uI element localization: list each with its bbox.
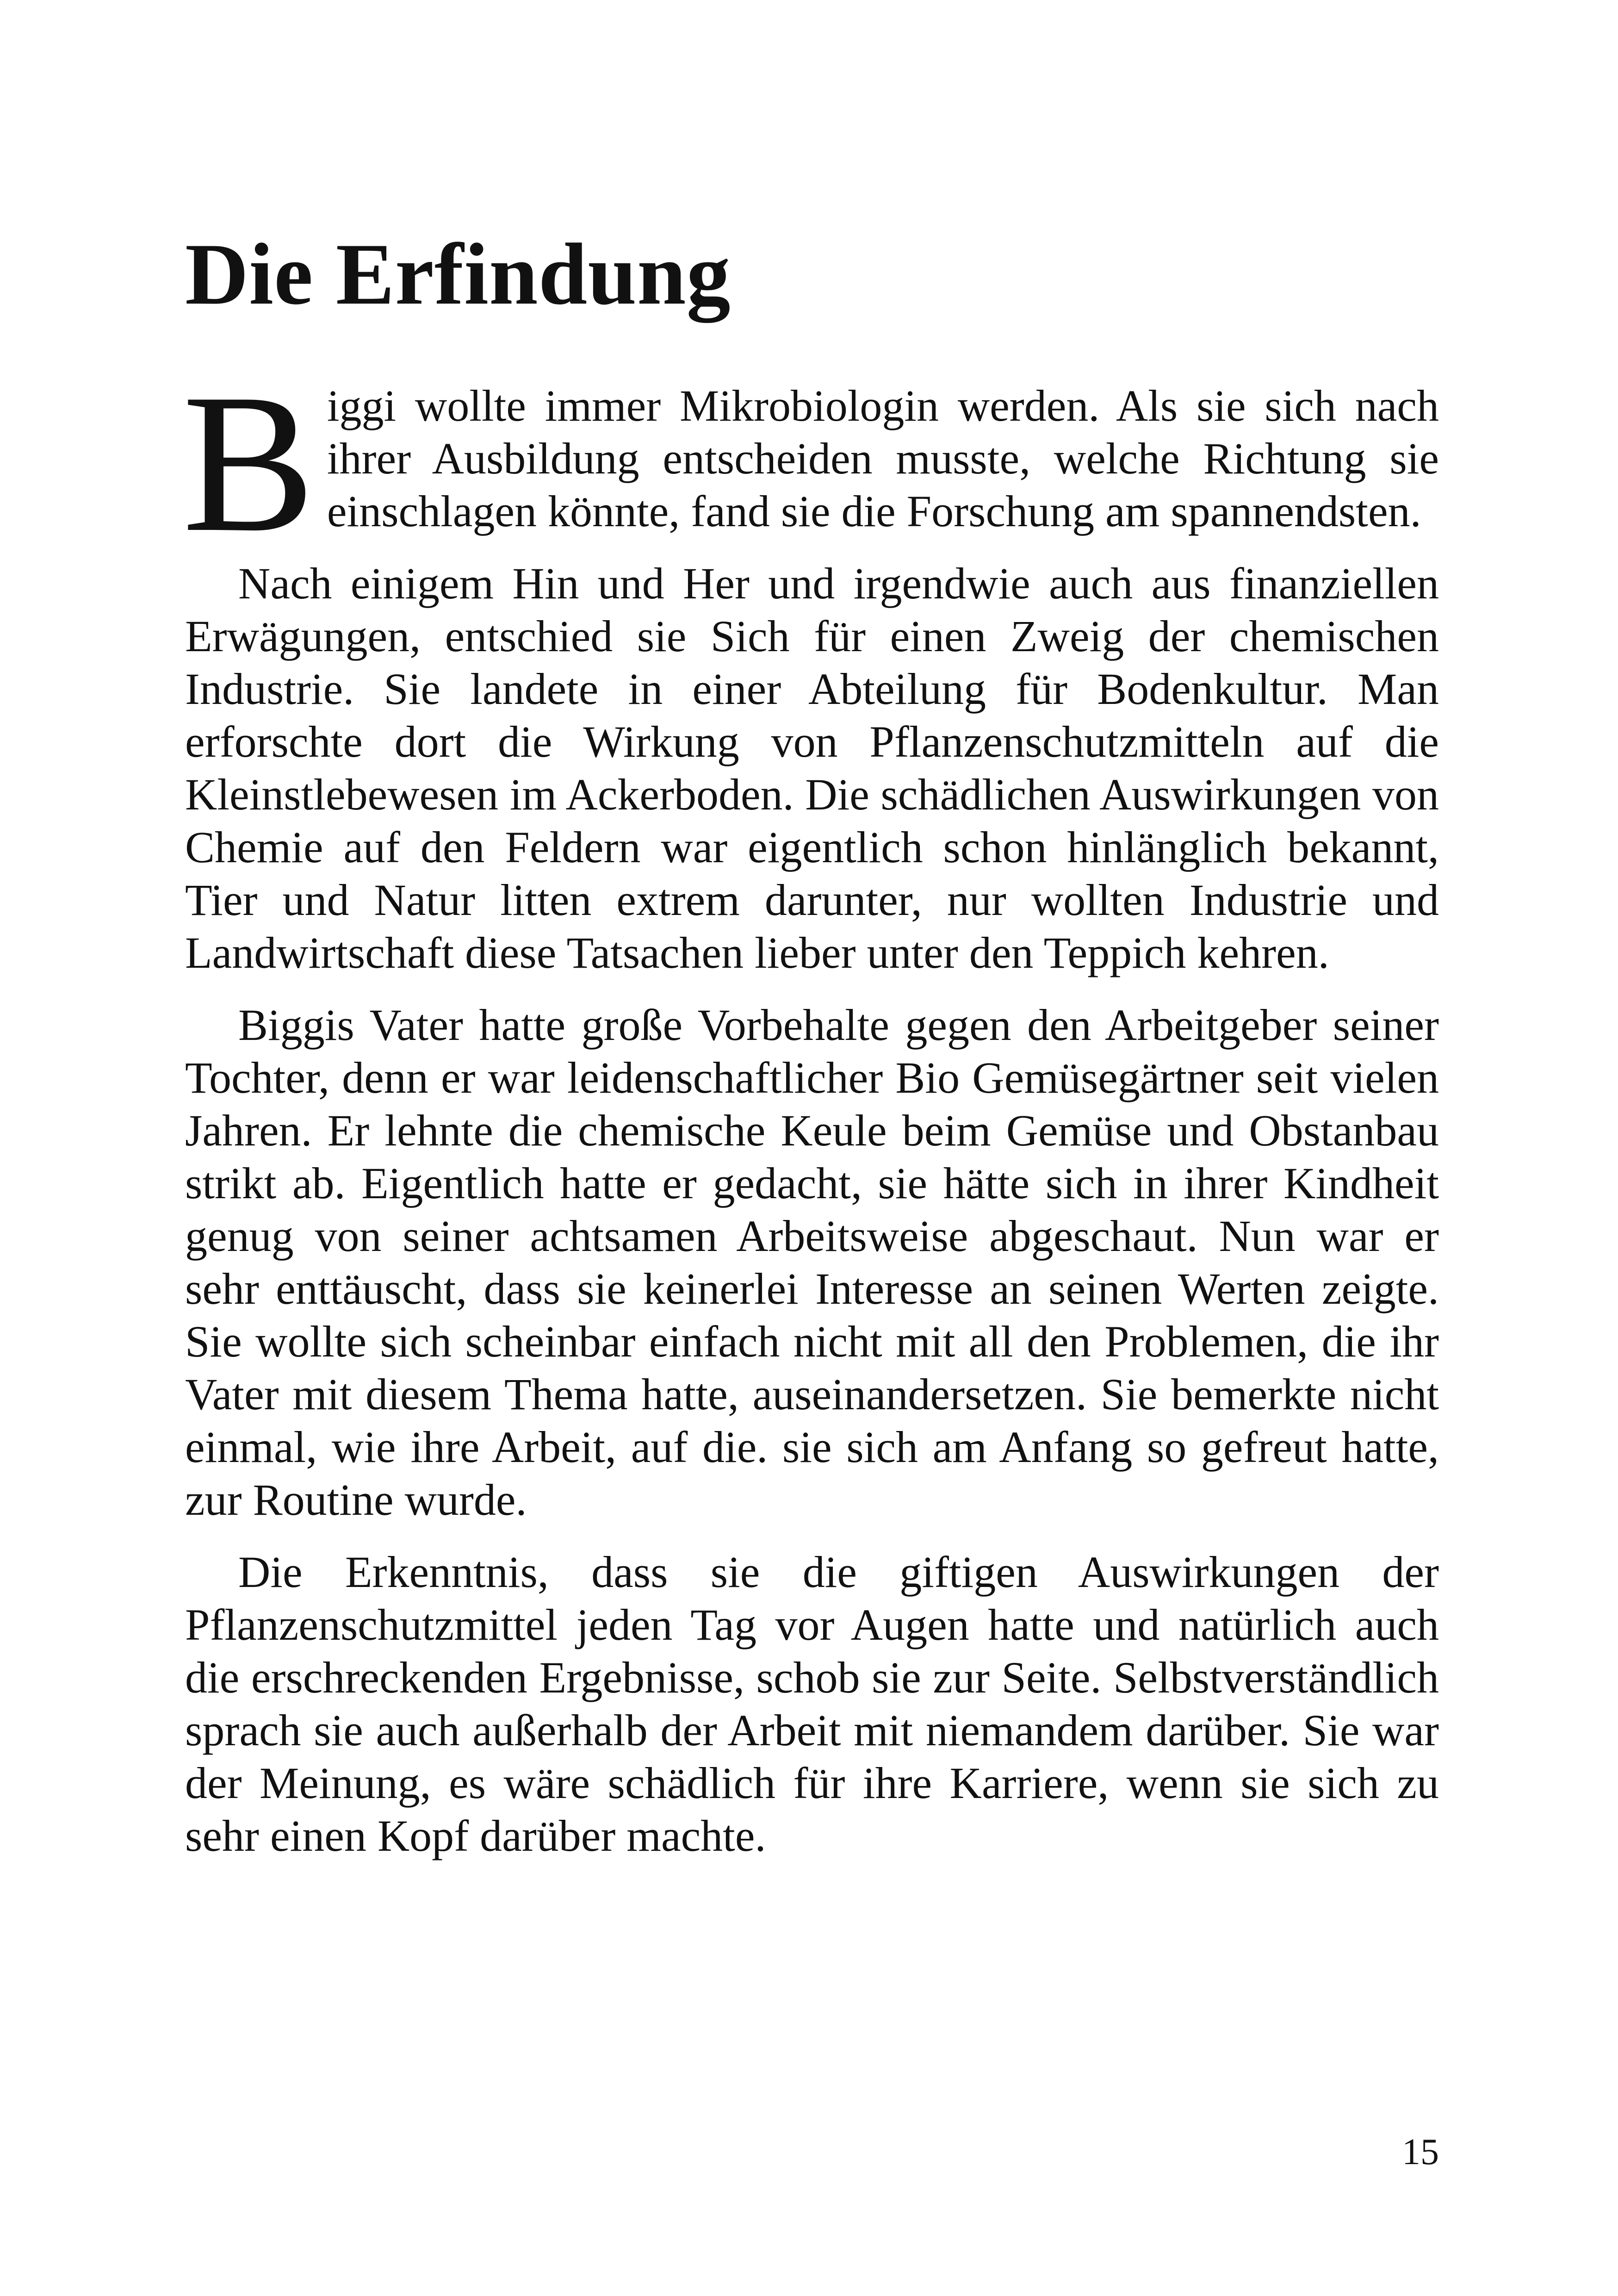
paragraph-3: Biggis Vater hatte große Vorbehalte gegen den Arbeitgeber seiner Tochter, denn er war leidenschaftlicher Bio Gemüsegärtner seit vielen Jahren. Er lehnte die chemische Keule beim Gemüse und Obstanbau strikt ab. Eigentlich hatte er gedacht, sie hätte sich in ihrer Kindheit genug von seiner achtsamen Arbeitsweise abgeschaut. Nun war er sehr enttäuscht, dass sie keinerlei Interesse an seinen Werten zeigte. Sie wollte sich scheinbar einfach nicht mit all den Problemen, die ihr Vater mit diesem Thema hatte, auseinandersetzen. Sie bemerkte nicht einmal, wie ihre Arbeit, auf die. sie sich am Anfang so gefreut hatte, zur Routine wurde. — [185, 1000, 1439, 1524]
chapter-body — [182, 353, 1439, 1862]
paragraph-1 — [182, 353, 1439, 573]
chapter-title: Die Erfindung — [185, 226, 731, 323]
drop-cap: B — [182, 353, 315, 573]
paragraph-text: iggi wollte immer Mikrobiologin werden. Als sie sich nach ihrer Ausbildung entscheiden musste, welche Richtung sie einschlagen könnte, fand sie die Forschung am spannendsten. — [327, 381, 1439, 536]
book-page — [182, 0, 1439, 2296]
page-number: 15 — [1402, 2132, 1439, 2172]
paragraph-4: Die Erkenntnis, dass sie die giftigen Auswirkungen der Pflanzenschutzmittel jeden Tag vor Augen hatte und natürlich auch die erschreckenden Ergebnisse, schob sie zur Seite. Selbstverständlich sprach sie auch außerhalb der Arbeit mit niemandem darüber. Sie war der Meinung, es wäre schädlich für ihre Karriere, wenn sie sich zu sehr einen Kopf darüber machte. — [185, 1547, 1439, 1860]
paragraph-2: Nach einigem Hin und Her und irgendwie auch aus finanziellen Erwägungen, entschied sie Sich für einen Zweig der chemischen Industrie. Sie landete in einer Abteilung für Bodenkultur. Man erforschte dort die Wirkung von Pflanzenschutzmitteln auf die Kleinstlebewesen im Ackerboden. Die schädlichen Auswirkungen von Chemie auf den Feldern war eigentlich schon hinlänglich bekannt, Tier und Natur litten extrem darunter, nur wollten Industrie und Landwirtschaft diese Tatsachen lieber unter den Teppich kehren. — [185, 559, 1439, 977]
